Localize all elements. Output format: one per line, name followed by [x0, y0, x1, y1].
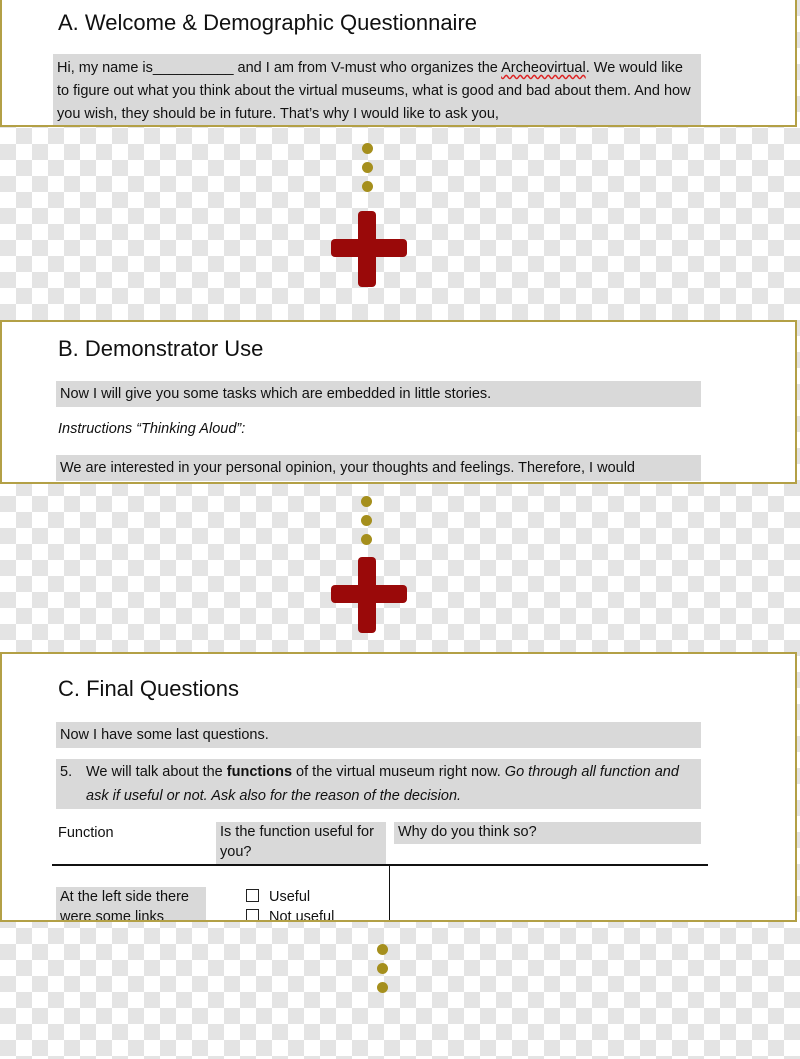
table-header-why: Why do you think so?	[394, 822, 701, 844]
dot	[377, 982, 388, 993]
section-a-panel	[0, 0, 797, 127]
option-useful-label: Useful	[269, 889, 311, 905]
plus-icon-horizontal	[331, 585, 407, 603]
section-a-intro-before: Hi, my name is__________ and I am from V-must who organizes the	[57, 60, 502, 76]
section-b-opinion-text: We are interested in your personal opinion, your thoughts and feelings. Therefore, I would	[56, 455, 701, 481]
section-a-intro-brand: Archeovirtual	[501, 60, 586, 76]
ellipsis-dots-2	[361, 496, 373, 553]
table-header-useful: Is the function useful for you?	[216, 822, 386, 864]
dot	[362, 181, 373, 192]
section-c-question-5	[56, 759, 701, 809]
ellipsis-dots-1	[362, 143, 374, 200]
table-header-function: Function	[58, 825, 114, 841]
dot	[377, 944, 388, 955]
section-a-intro-after: . We would like to figure out what you think about the virtual museums, what is good and bad about them. And how you wish, they should be in future. That’s why I would like to ask you,	[57, 60, 691, 122]
section-a-heading: A. Welcome & Demographic Questionnaire	[58, 10, 478, 35]
option-useful[interactable]	[246, 887, 310, 907]
ellipsis-dots-3	[377, 944, 389, 1001]
checkbox-useful[interactable]	[246, 889, 259, 902]
section-c-panel	[0, 652, 797, 922]
section-b-heading: B. Demonstrator Use	[58, 336, 264, 361]
section-a-intro	[53, 54, 701, 127]
section-b-panel	[0, 320, 797, 484]
plus-icon-1	[331, 211, 407, 287]
dot	[362, 162, 373, 173]
dot	[361, 515, 372, 526]
table-header-rule	[52, 864, 708, 866]
option-not-useful[interactable]	[246, 907, 334, 922]
question-5-before: We will talk about the	[86, 764, 227, 780]
plus-icon-2	[331, 557, 407, 633]
dot	[362, 143, 373, 154]
question-5-number: 5.	[60, 764, 73, 780]
checkbox-not-useful[interactable]	[246, 909, 259, 922]
table-column-divider	[389, 866, 390, 922]
question-5-bold: functions	[226, 764, 293, 780]
section-b-instructions-label: Instructions “Thinking Aloud”:	[58, 421, 246, 437]
question-5-middle: of the virtual museum right now.	[292, 764, 505, 780]
section-b-tasks-text: Now I will give you some tasks which are embedded in little stories.	[56, 381, 701, 407]
section-c-last-questions: Now I have some last questions.	[56, 722, 701, 748]
table-row-function: At the left side there were some links	[56, 887, 206, 922]
dot	[377, 963, 388, 974]
question-5-italic: Go through all function and ask if useful or not. Ask also for the reason of the decision.	[86, 764, 679, 804]
option-not-useful-label: Not useful	[269, 909, 335, 922]
section-c-heading: C. Final Questions	[58, 676, 239, 701]
dot	[361, 534, 372, 545]
dot	[361, 496, 372, 507]
plus-icon-horizontal	[331, 239, 407, 257]
